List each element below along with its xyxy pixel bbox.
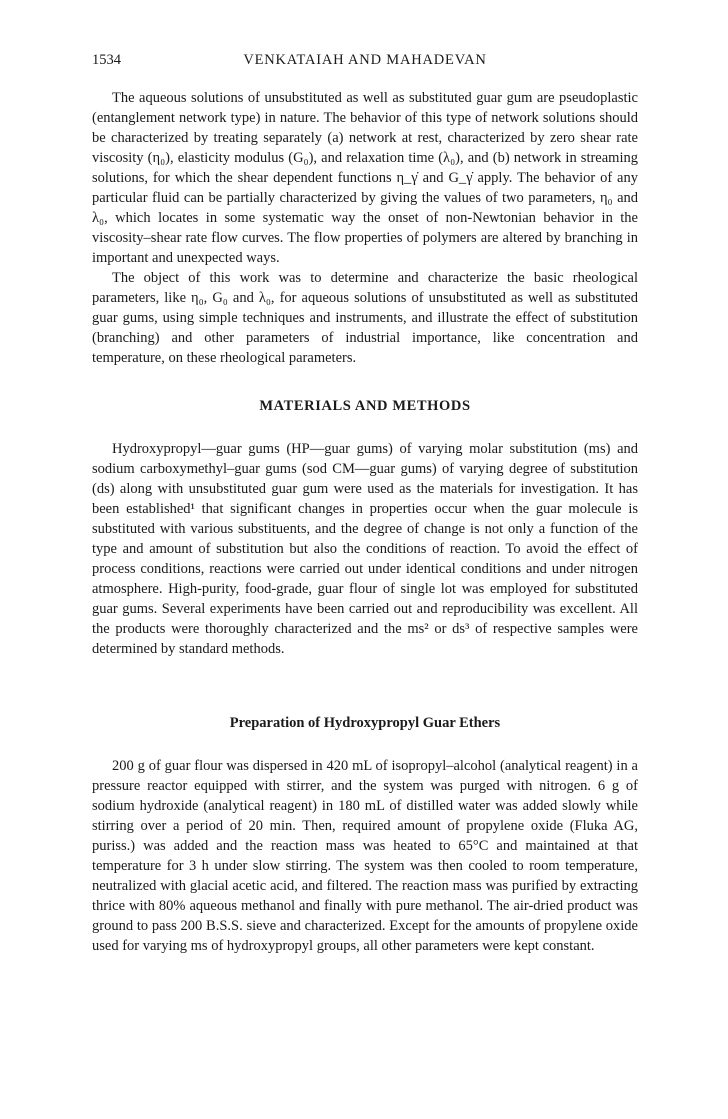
page-number: 1534 xyxy=(92,52,121,68)
intro-paragraph-2: The object of this work was to determine and characterize the basic rheological parameters, like η₀, G₀ and λ₀, for aqueous solutions of unsubstituted as well as substituted guar gums, using simple techniques and instruments, and illustrate the effect of substitution (branching) and other parameters of industrial importance, like concentration and temperature, on these rheological parameters. xyxy=(92,270,638,366)
running-header xyxy=(92,52,638,72)
section-heading-materials-methods: MATERIALS AND METHODS xyxy=(259,398,471,414)
preparation-paragraph-1: 200 g of guar flour was dispersed in 420 mL of isopropyl–alcohol (analytical reagent) in a pressure reactor equipped with stirrer, and the system was purged with nitrogen. 6 g of sodium hydroxide (analytical reagent) in 180 mL of distilled water was added slowly while stirring over a period of 20 min. Then, required amount of propylene oxide (Fluka AG, puriss.) was added and the reaction mass was heated to 65°C and maintained at that temperature for 3 h under slow stirring. The system was then cooled to room temperature, neutralized with glacial acetic acid, and filtered. The reaction mass was purified by extracting thrice with 80% aqueous methanol and finally with pure methanol. The air-dried product was ground to pass 200 B.S.S. sieve and characterized. Except for the amounts of propylene oxide used for varying ms of hydroxypropyl groups, all other parameters were kept constant. xyxy=(92,758,638,954)
preparation-section xyxy=(92,756,638,956)
intro-section xyxy=(92,88,638,368)
subsection-heading-preparation: Preparation of Hydroxypropyl Guar Ethers xyxy=(229,715,501,731)
intro-paragraph-1: The aqueous solutions of unsubstituted as well as substituted guar gum are pseudoplastic (entanglement network type) in nature. The behavior of this type of network solutions should be characterized by treating separately (a) network at rest, characterized by zero shear rate viscosity (η₀), elasticity modulus (G₀), and relaxation time (λ₀), and (b) network in streaming solutions, for which the shear dependent functions η_γ̇ and G_γ̇ apply. The behavior of any particular fluid can be partially characterized by giving the values of two parameters, η₀ and λ₀, which locates in some systematic way the onset of non-Newtonian behavior in the viscosity–shear rate flow curves. The flow properties of polymers are altered by branching in important and unexpected ways. xyxy=(92,90,638,266)
materials-paragraph-1: Hydroxypropyl—guar gums (HP—guar gums) of varying molar substitution (ms) and sodium carboxymethyl–guar gums (sod CM—guar gums) of varying degree of substitution (ds) along with unsubstituted guar gum were used as the materials for investigation. It has been established¹ that significant changes in properties occur when the guar molecule is substituted with various substituents, and the degree of change is not only a function of the type and amount of substitution but also the conditions of reaction. To avoid the effect of process conditions, reactions were carried out under identical conditions and under nitrogen atmosphere. High-purity, food-grade, guar flour of single lot was employed for substituted guar gums. Several experiments have been carried out and reproducibility was excellent. All the products were thoroughly characterized and the ms² or ds³ of respective samples were determined by standard methods. xyxy=(92,441,638,657)
materials-methods-section xyxy=(92,439,638,659)
running-title: VENKATAIAH AND MAHADEVAN xyxy=(243,52,487,68)
